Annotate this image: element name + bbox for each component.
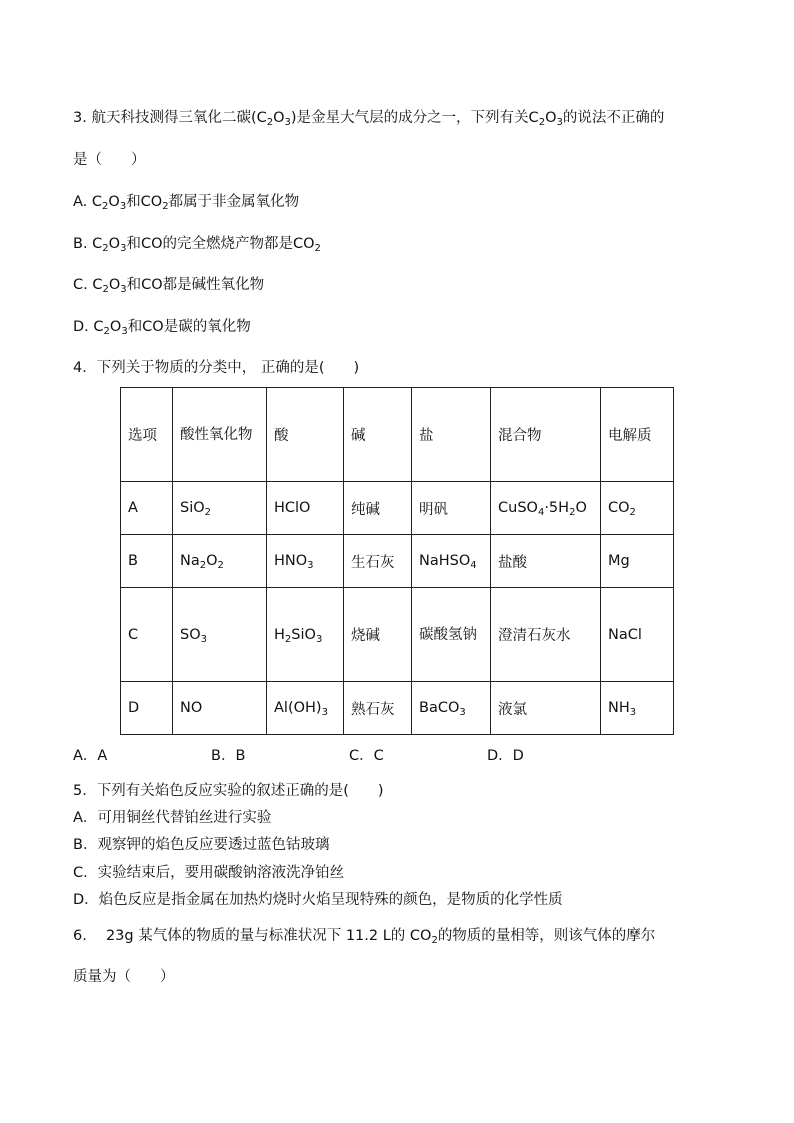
q3-option-d: D. $C_2O_3$和CO是碳的氧化物 bbox=[73, 319, 251, 337]
q4-answer-b: B．B bbox=[211, 748, 246, 764]
table-cell: $Al(OH)_3$ bbox=[267, 682, 344, 735]
table-cell: $NH_3$ bbox=[601, 682, 674, 735]
table-row bbox=[121, 588, 674, 682]
row-label: A bbox=[121, 482, 173, 535]
table-cell: $CO_2$ bbox=[601, 482, 674, 535]
table-cell: NaCl bbox=[601, 588, 674, 682]
table-cell: BaCO$_3$ bbox=[412, 682, 491, 735]
header-cell: 电解质 bbox=[601, 388, 674, 482]
q3-option-a: A. $C_2O_3$和$CO_2$都属于非金属氧化物 bbox=[73, 194, 300, 212]
table-cell: 碳酸氢钠 bbox=[412, 588, 491, 682]
header-cell: 酸性氧化物 bbox=[173, 388, 267, 482]
q4-stem: 4．下列关于物质的分类中， 正确的是( ) bbox=[73, 360, 360, 376]
table-cell: 生石灰 bbox=[344, 535, 412, 588]
table-cell: 纯碱 bbox=[344, 482, 412, 535]
row-label: D bbox=[121, 682, 173, 735]
q4-answer-c: C．C bbox=[349, 748, 384, 764]
table-cell: $SO_3$ bbox=[173, 588, 267, 682]
table-row bbox=[121, 682, 674, 735]
q6-stem-line2: 质量为（ ） bbox=[73, 969, 175, 985]
row-label: B bbox=[121, 535, 173, 588]
row-label: C bbox=[121, 588, 173, 682]
q6-stem-line1: 6. 23g 某气体的物质的量与标准状况下 11.2 L的 $CO_2$的物质的量相等，则该气体的摩尔 bbox=[73, 928, 656, 946]
q5-option-d: D．焰色反应是指金属在加热灼烧时火焰呈现特殊的颜色，是物质的化学性质 bbox=[73, 892, 563, 908]
q5-option-a: A．可用铜丝代替铂丝进行实验 bbox=[73, 810, 272, 826]
table-row bbox=[121, 482, 674, 535]
q4-answer-a: A．A bbox=[73, 748, 108, 764]
table-cell: Mg bbox=[601, 535, 674, 588]
q5-stem: 5．下列有关焰色反应实验的叙述正确的是( ) bbox=[73, 783, 384, 799]
q5-option-b: B．观察钾的焰色反应要透过蓝色钴玻璃 bbox=[73, 837, 330, 853]
table-header-row bbox=[121, 388, 674, 482]
header-cell: 选项 bbox=[121, 388, 173, 482]
table-cell: $HNO_3$ bbox=[267, 535, 344, 588]
classification-table bbox=[120, 387, 674, 735]
header-cell: 碱 bbox=[344, 388, 412, 482]
header-cell: 酸 bbox=[267, 388, 344, 482]
table-cell: 熟石灰 bbox=[344, 682, 412, 735]
table-cell: NaHSO$_4$ bbox=[412, 535, 491, 588]
q3-option-c: C. $C_2O_3$和CO都是碱性氧化物 bbox=[73, 277, 265, 295]
q3-option-b: B. $C_2O_3$和CO的完全燃烧产物都是$CO_2$ bbox=[73, 236, 321, 254]
table-cell: 烧碱 bbox=[344, 588, 412, 682]
table-cell: 盐酸 bbox=[491, 535, 601, 588]
q4-answer-d: D．D bbox=[487, 748, 524, 764]
table-cell: 澄清石灰水 bbox=[491, 588, 601, 682]
header-cell: 混合物 bbox=[491, 388, 601, 482]
table-cell: NO bbox=[173, 682, 267, 735]
table-cell: 液氯 bbox=[491, 682, 601, 735]
table-cell: $Na_2O_2$ bbox=[173, 535, 267, 588]
q3-stem-line2: 是（ ） bbox=[73, 152, 146, 168]
table-row bbox=[121, 535, 674, 588]
q5-option-c: C．实验结束后，要用碳酸钠溶液洗净铂丝 bbox=[73, 865, 345, 881]
table-cell: $CuSO_4\cdot 5H_2O$ bbox=[491, 482, 601, 535]
header-cell: 盐 bbox=[412, 388, 491, 482]
q3-stem-line1: 3. 航天科技测得三氧化二碳$(C_2O_3)$是金星大气层的成分之一，下列有关$C_2O_3$的说法不正确的 bbox=[73, 110, 665, 128]
table-cell: HClO bbox=[267, 482, 344, 535]
table-cell: 明矾 bbox=[412, 482, 491, 535]
table-cell: $H_2SiO_3$ bbox=[267, 588, 344, 682]
table-cell: SiO$_2$ bbox=[173, 482, 267, 535]
